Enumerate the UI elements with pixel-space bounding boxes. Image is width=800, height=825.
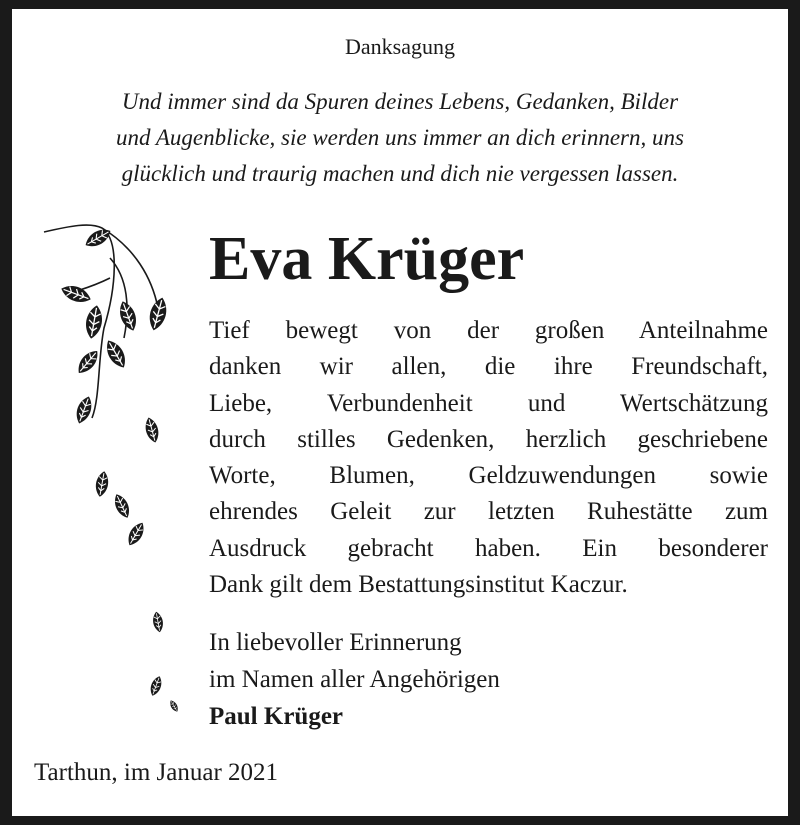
- deceased-name: Eva Krüger: [209, 225, 525, 293]
- closing-line: im Namen aller Angehörigen: [209, 666, 500, 693]
- signature-block: [209, 624, 500, 735]
- verse-line: Und immer sind da Spuren deines Lebens, Gedanken, Bilder: [121, 89, 679, 114]
- closing-line: In liebevoller Erinnerung: [209, 629, 462, 656]
- birch-branch-icon: [40, 218, 180, 718]
- verse-line: glücklich und traurig machen und dich nie vergessen lassen.: [121, 161, 679, 186]
- body-line: Dank gilt dem Bestattungsinstitut Kaczur.: [209, 571, 628, 599]
- body-line: Liebe, Verbundenheit und Wertschätzung: [209, 389, 768, 417]
- verse-line: und Augenblicke, sie werden uns immer an dich erinnern, uns: [116, 125, 684, 150]
- leaf-cluster: [59, 225, 180, 713]
- place-date: Tarthun, im Januar 2021: [34, 759, 279, 786]
- body-line: Worte, Blumen, Geldzuwendungen sowie: [209, 462, 768, 490]
- body-line: Tief bewegt von der großen Anteilnahme: [209, 317, 768, 344]
- thank-you-text: [209, 313, 768, 603]
- body-line: ehrendes Geleit zur letzten Ruhestätte zum: [209, 498, 768, 526]
- body-line: durch stilles Gedenken, herzlich geschriebene: [209, 425, 768, 453]
- signer-name: Paul Krüger: [209, 703, 344, 730]
- body-line: Ausdruck gebracht haben. Ein besonderer: [209, 534, 768, 562]
- body-line: danken wir allen, die ihre Freundschaft,: [209, 353, 768, 381]
- memorial-verse: [40, 84, 760, 192]
- notice-heading: Danksagung: [345, 34, 455, 59]
